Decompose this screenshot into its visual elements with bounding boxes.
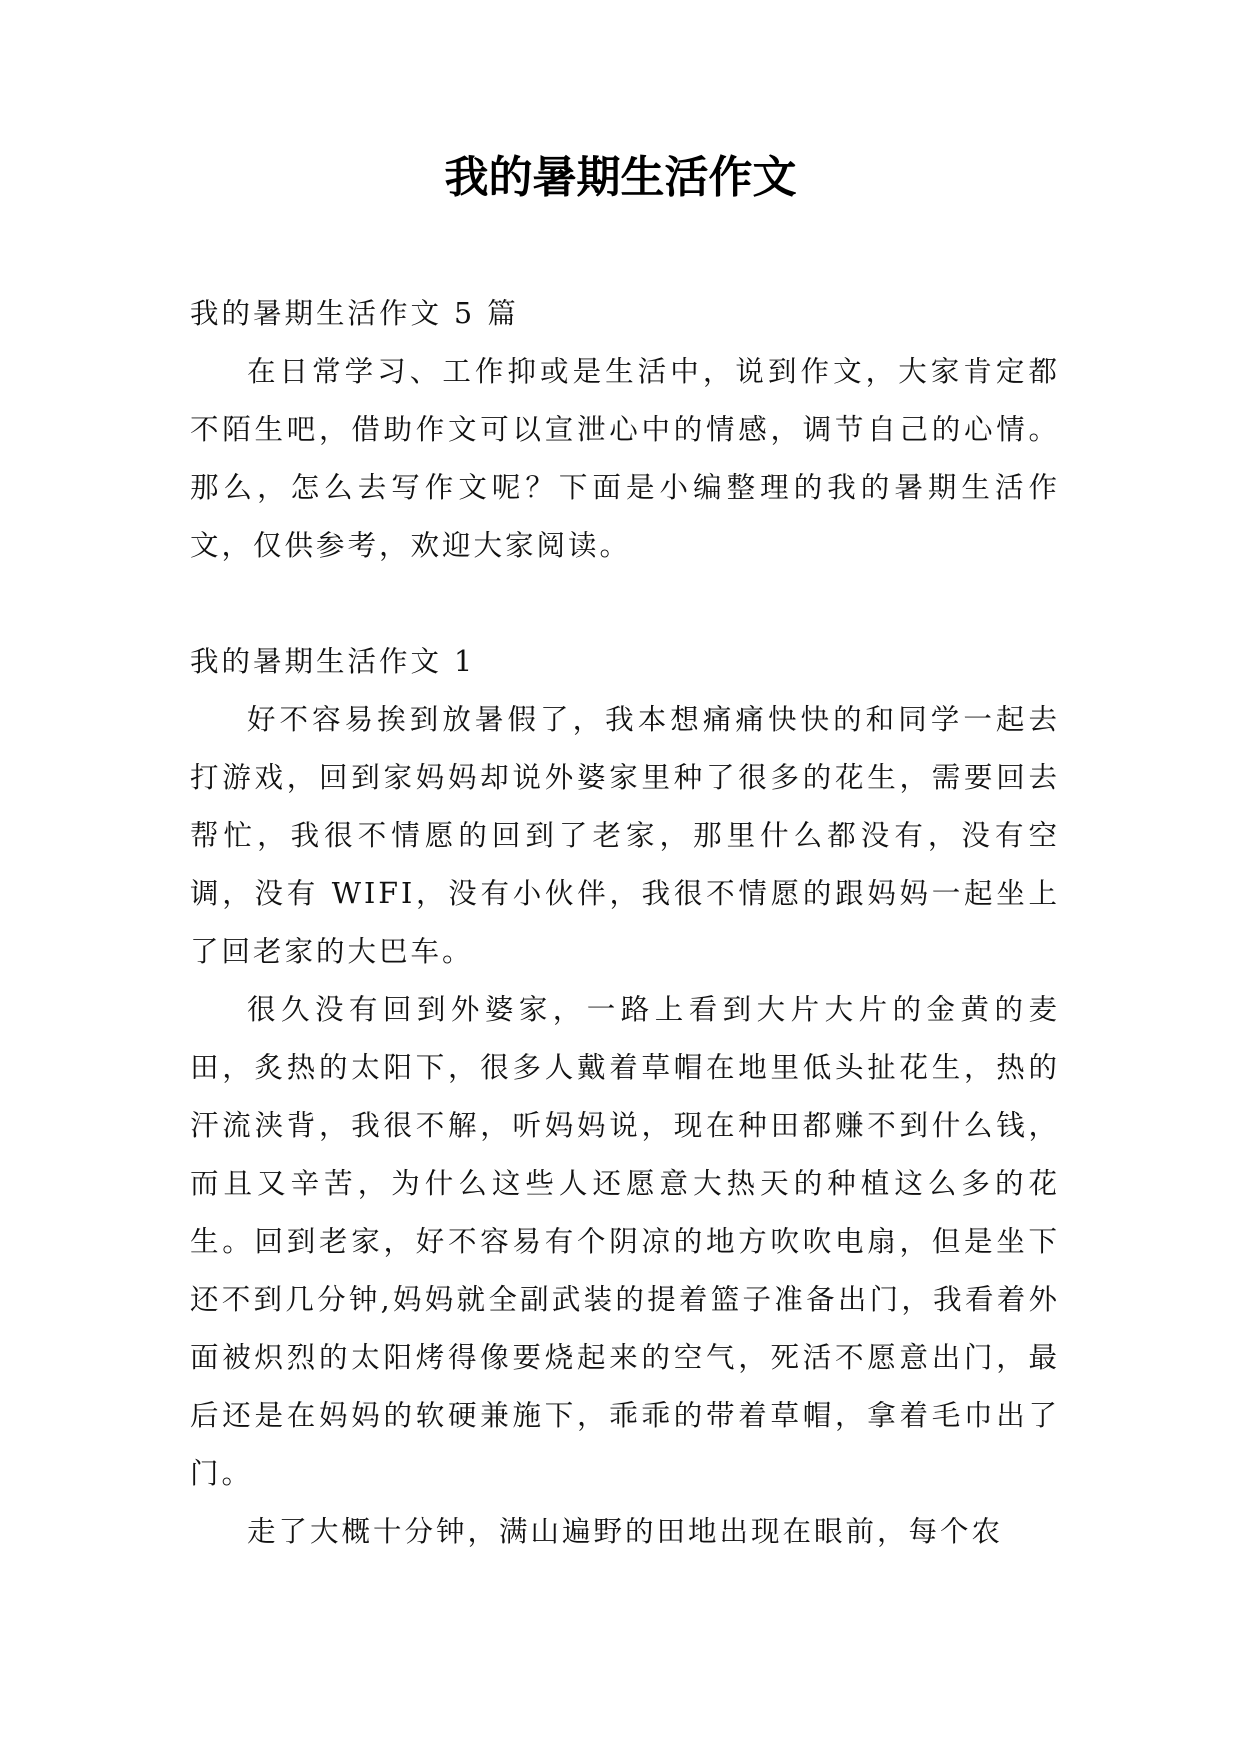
intro-paragraph: 在日常学习、工作抑或是生活中，说到作文，大家肯定都不陌生吧，借助作文可以宣泄心中的情感，调节自己的心情。那么，怎么去写作文呢？下面是小编整理的我的暑期生活作文，仅供参考，欢迎大家阅读。 <box>190 355 1060 562</box>
document-title: 我的暑期生活作文 <box>444 152 797 203</box>
essay1-paragraph: 很久没有回到外婆家，一路上看到大片大片的金黄的麦田，炙热的太阳下，很多人戴着草帽在地里低头扯花生，热的汗流浃背，我很不解，听妈妈说，现在种田都赚不到什么钱，而且又辛苦，为什么这些人还愿意大热天的种植这么多的花生。回到老家，好不容易有个阴凉的地方吹吹电扇，但是坐下还不到几分钟,妈妈就全副武装的提着篮子准备出门，我看着外面被炽烈的太阳烤得像要烧起来的空气，死活不愿意出门，最后还是在妈妈的软硬兼施下，乖乖的带着草帽，拿着毛巾出了门。 <box>190 993 1060 1490</box>
intro-heading: 我的暑期生活作文 5 篇 <box>190 297 519 330</box>
document-body <box>190 285 1060 1561</box>
section-spacer <box>190 575 1060 633</box>
essay1-heading: 我的暑期生活作文 1 <box>190 645 476 678</box>
essay1-paragraph: 好不容易挨到放暑假了，我本想痛痛快快的和同学一起去打游戏，回到家妈妈却说外婆家里种了很多的花生，需要回去帮忙，我很不情愿的回到了老家，那里什么都没有，没有空调，没有 WIFI，没有小伙伴，我很不情愿的跟妈妈一起坐上了回老家的大巴车。 <box>190 703 1060 968</box>
essay1-paragraph: 走了大概十分钟，满山遍野的田地出现在眼前，每个农 <box>247 1515 1004 1548</box>
